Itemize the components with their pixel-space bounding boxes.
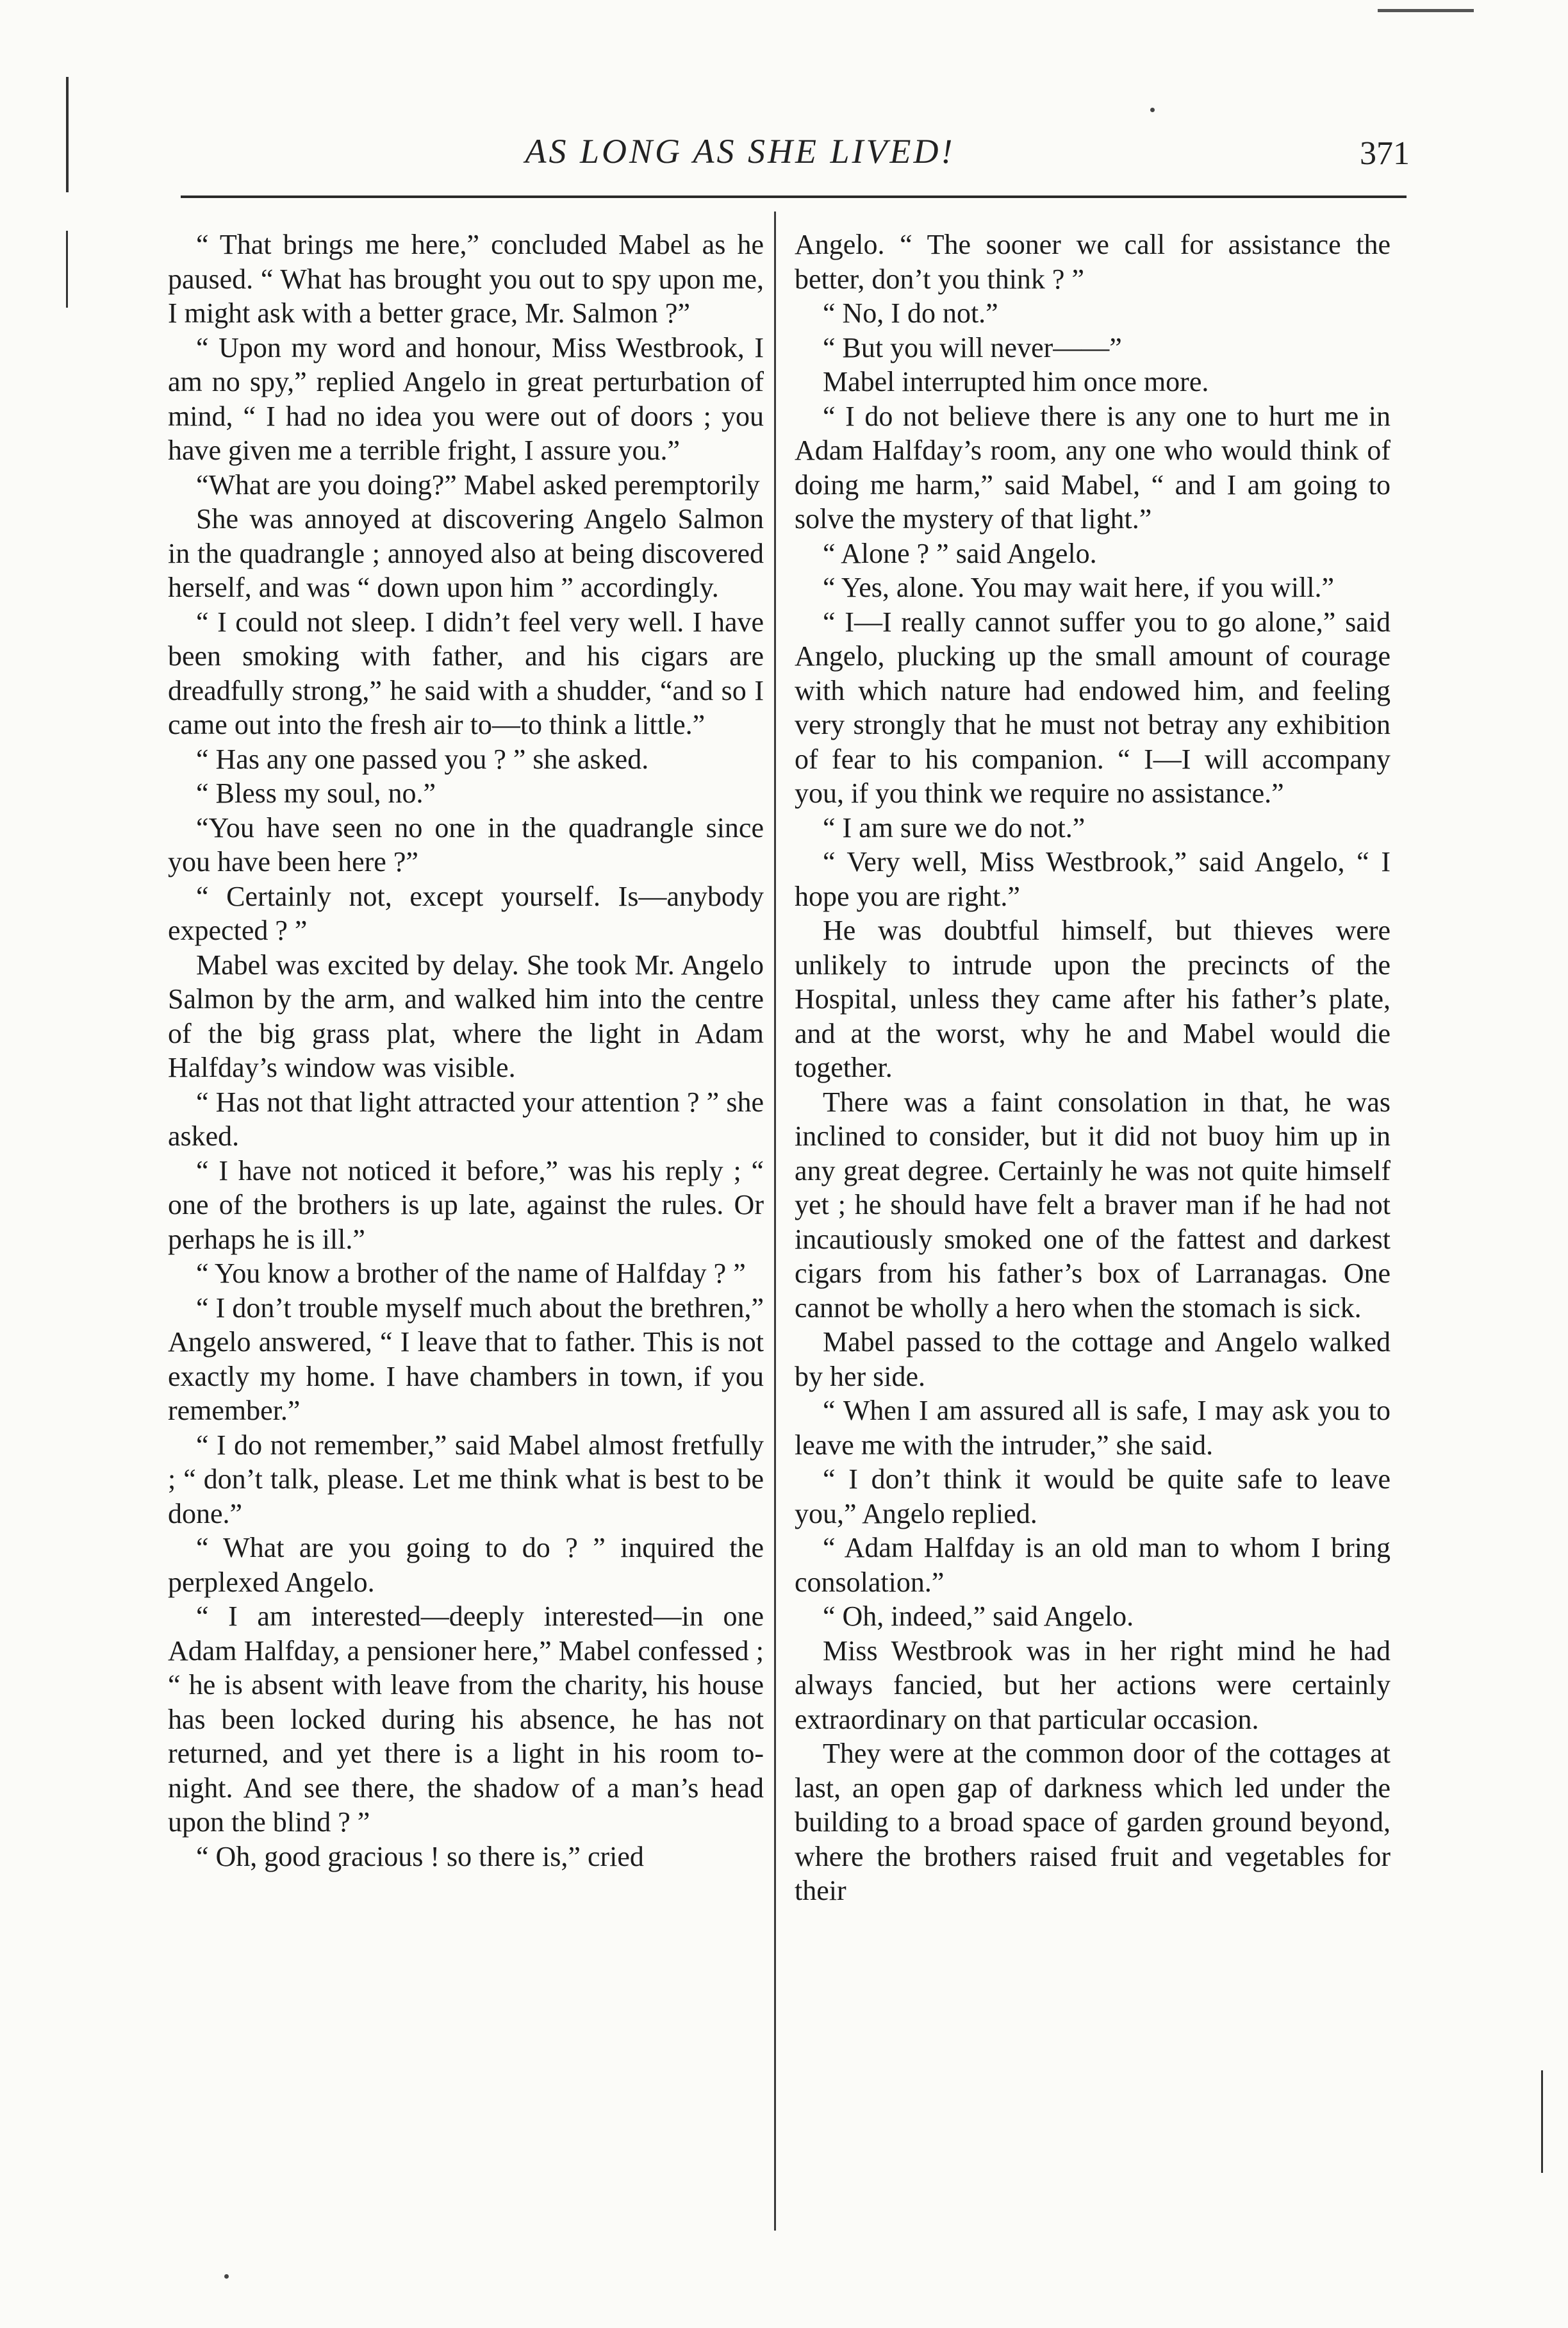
paragraph: “ Oh, good gracious ! so there is,” cried <box>196 1840 644 1872</box>
paragraph: “ What are you going to do ? ” inquired the perplexed Angelo. <box>168 1532 764 1598</box>
paragraph: “ Has any one passed you ? ” she asked. <box>196 743 649 775</box>
paragraph: “ Adam Halfday is an old man to whom I bring consolation.” <box>795 1532 1391 1598</box>
paragraph: Mabel interrupted him once more. <box>823 366 1209 397</box>
right-column <box>795 228 1391 2247</box>
left-scan-edge-lower <box>66 231 68 308</box>
paragraph: “ When I am assured all is safe, I may ask you to leave me with the intruder,” she said. <box>795 1395 1391 1461</box>
paragraph: “ Oh, indeed,” said Angelo. <box>823 1600 1134 1632</box>
paragraph: They were at the common door of the cottages at last, an open gap of darkness which led under the building to a broad space of garden ground beyond, where the brothers raised fruit and vegetables for their <box>795 1738 1391 1906</box>
stray-mark <box>1150 108 1155 112</box>
stray-mark-bottom <box>224 2274 229 2279</box>
paragraph: “ I do not remember,” said Mabel almost fretfully ; “ don’t talk, please. Let me think what is best to be done.” <box>168 1429 764 1529</box>
paragraph: Mabel passed to the cottage and Angelo walked by her side. <box>795 1326 1391 1392</box>
paragraph: “ Yes, alone. You may wait here, if you will.” <box>823 572 1335 603</box>
paragraph: “ No, I do not.” <box>823 297 998 329</box>
paragraph: “What are you doing?” Mabel asked peremptorily <box>196 469 760 501</box>
paragraph: He was doubtful himself, but thieves were unlikely to intrude upon the precincts of the Hospital, unless they came after his father’s plate, and at the worst, why he and Mabel would die together. <box>795 915 1391 1083</box>
left-column <box>168 228 764 2247</box>
paragraph: “ I have not noticed it before,” was his reply ; “ one of the brothers is up late, against the rules. Or perhaps he is ill.” <box>168 1154 764 1255</box>
paragraph: There was a faint consolation in that, he was inclined to consider, but it did not buoy him up in any great degree. Certainly he was not quite himself yet ; he should have felt a braver man if he had not incautiously smoked one of the fattest and darkest cigars from his father’s box of Larranagas. One cannot be wholly a hero when the stomach is sick. <box>795 1086 1391 1324</box>
paragraph: Mabel was excited by delay. She took Mr. Angelo Salmon by the arm, and walked him into the centre of the big grass plat, where the light in Adam Halfday’s window was visible. <box>168 949 764 1083</box>
left-scan-edge <box>66 77 69 192</box>
paragraph: “ I don’t trouble myself much about the brethren,” Angelo answered, “ I leave that to father. This is not exactly my home. I have chambers in town, if you remember.” <box>168 1292 764 1426</box>
top-edge-rule <box>1378 9 1474 12</box>
paragraph: “ I am interested—deeply interested—in one Adam Halfday, a pensioner here,” Mabel confessed ; “ he is absent with leave from the charity, his house has been locked during his absence, he has not returned, and yet there is a light in his room to-night. And see there, the shadow of a man’s head upon the blind ? ” <box>168 1600 764 1838</box>
paragraph: She was annoyed at discovering Angelo Salmon in the quadrangle ; annoyed also at being discovered herself, and was “ down upon him ” accordingly. <box>168 503 764 603</box>
paragraph: Miss Westbrook was in her right mind he had always fancied, but her actions were certainly extraordinary on that particular occasion. <box>795 1634 1391 1735</box>
paragraph: “ Alone ? ” said Angelo. <box>823 537 1097 569</box>
paragraph: “ You know a brother of the name of Halfday ? ” <box>196 1258 746 1289</box>
running-header-title: AS LONG AS SHE LIVED! <box>525 132 955 170</box>
paragraph: “ I do not believe there is any one to hurt me in Adam Halfday’s room, any one who would think of doing me harm,” said Mabel, “ and I am going to solve the mystery of that light.” <box>795 400 1391 535</box>
paragraph: Angelo. “ The sooner we call for assistance the better, don’t you think ? ” <box>795 229 1391 295</box>
column-divider <box>774 212 776 2231</box>
paragraph: “ Very well, Miss Westbrook,” said Angelo, “ I hope you are right.” <box>795 846 1391 912</box>
paragraph: “ But you will never——” <box>823 331 1122 363</box>
paragraph: “ I—I really cannot suffer you to go alone,” said Angelo, plucking up the small amount of courage with which nature had endowed him, and feeling very strongly that he must not betray any exhibition of fear to his companion. “ I—I will accompany you, if you think we require no assistance.” <box>795 606 1391 809</box>
right-scan-edge <box>1541 2070 1543 2173</box>
paragraph: “ I don’t think it would be quite safe to leave you,” Angelo replied. <box>795 1463 1391 1529</box>
paragraph: “ Upon my word and honour, Miss Westbrook, I am no spy,” replied Angelo in great perturbation of mind, “ I had no idea you were out of doors ; you have given me a terrible fright, I assure you.” <box>168 331 764 466</box>
paragraph: “ I am sure we do not.” <box>823 811 1085 844</box>
paragraph: “ I could not sleep. I didn’t feel very well. I have been smoking with father, and his cigars are dreadfully strong,” he said with a shudder, “and so I came out into the fresh air to—to think a little.” <box>168 606 764 740</box>
paragraph: “You have seen no one in the quadrangle since you have been here ?” <box>168 811 764 877</box>
paragraph: “ Has not that light attracted your attention ? ” she asked. <box>168 1086 764 1152</box>
page-number: 371 <box>1360 135 1410 172</box>
paragraph: “ That brings me here,” concluded Mabel as he paused. “ What has brought you out to spy upon me, I might ask with a better grace, Mr. Salmon ?” <box>168 229 764 329</box>
header-rule <box>181 195 1407 198</box>
paragraph: “ Bless my soul, no.” <box>196 777 436 809</box>
paragraph: “ Certainly not, except yourself. Is—anybody expected ? ” <box>168 880 764 946</box>
